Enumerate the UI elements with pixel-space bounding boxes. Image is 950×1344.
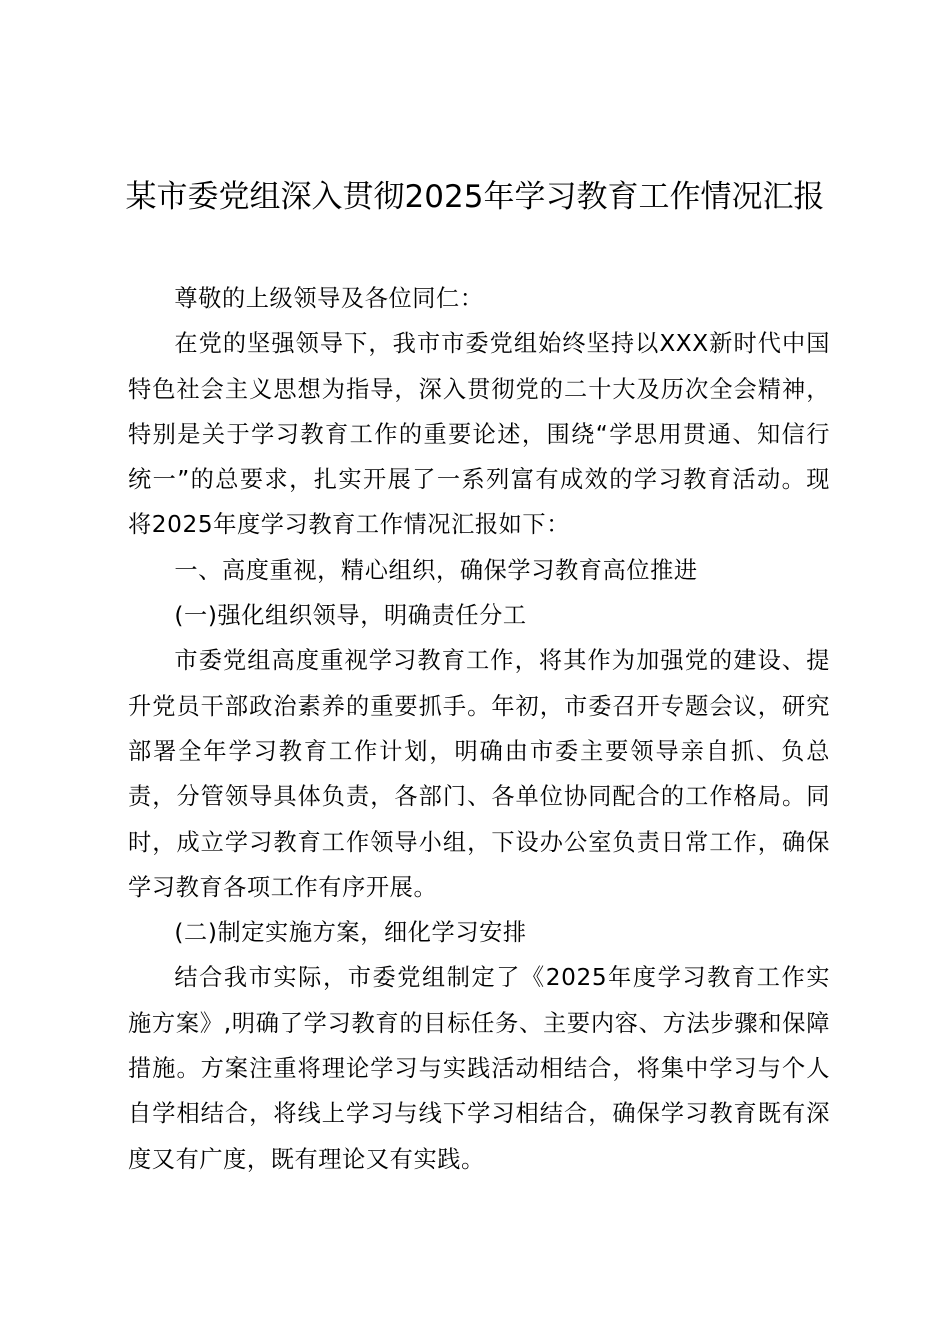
- subsection-heading-1: (一)强化组织领导，明确责任分工: [174, 602, 527, 630]
- document-title: 某市委党组深入贯彻2025年学习教育工作情况汇报: [125, 179, 825, 215]
- body-paragraph: 结合我市实际，市委党组制定了《2025年度学习教育工作实施方案》,明确了学习教育的目标任务、主要内容、方法步骤和保障措施。方案注重将理论学习与实践活动相结合，将集中学习与个人自学相结合，将线上学习与线下学习相结合，确保学习教育既有深度又有广度，既有理论又有实践。: [128, 964, 830, 1173]
- document-body: [128, 276, 830, 1182]
- salutation: 尊敬的上级领导及各位同仁：: [174, 285, 484, 312]
- subsection-heading-2: (二)制定实施方案，细化学习安排: [174, 919, 527, 947]
- intro-paragraph: 在党的坚强领导下，我市市委党组始终坚持以XXX新时代中国特色社会主义思想为指导，深入贯彻党的二十大及历次全会精神，特别是关于学习教育工作的重要论述，围绕“学思用贯通、知信行统一”的总要求，扎实开展了一系列富有成效的学习教育活动。现将2025年度学习教育工作情况汇报如下：: [128, 330, 830, 539]
- section-heading-1: 一、高度重视，精心组织，确保学习教育高位推进: [174, 556, 698, 584]
- body-paragraph: 市委党组高度重视学习教育工作，将其作为加强党的建设、提升党员干部政治素养的重要抓手。年初，市委召开专题会议，研究部署全年学习教育工作计划，明确由市委主要领导亲自抓、负总责，分管领导具体负责，各部门、各单位协同配合的工作格局。同时，成立学习教育工作领导小组，下设办公室负责日常工作，确保学习教育各项工作有序开展。: [128, 647, 830, 901]
